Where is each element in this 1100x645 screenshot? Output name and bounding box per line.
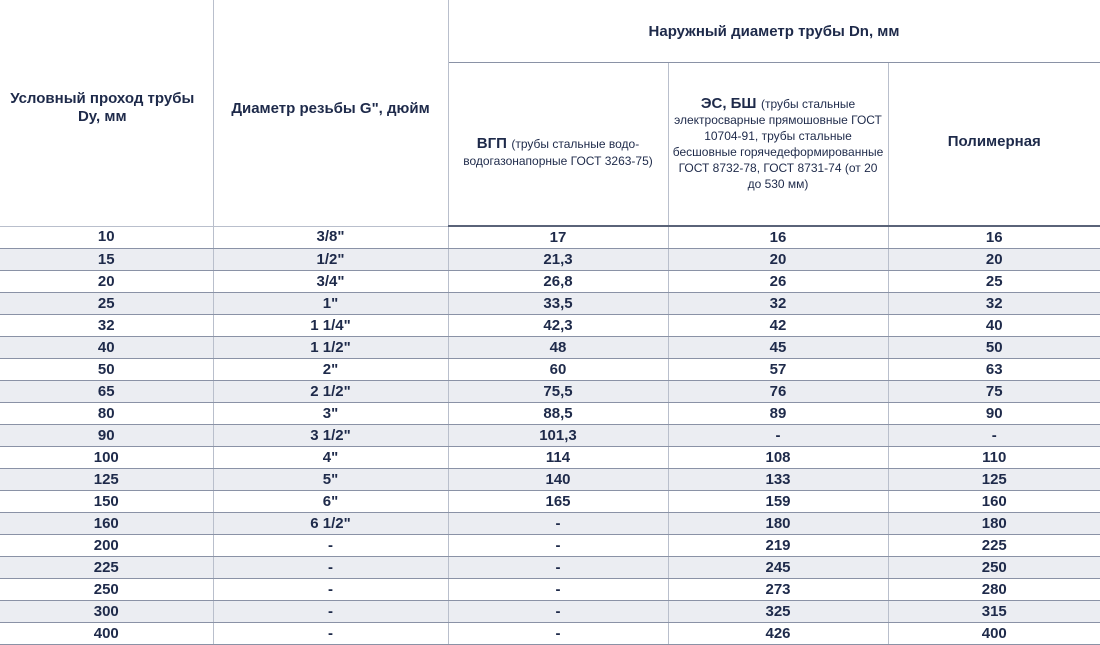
cell-vgp-diameter: - [448,557,668,579]
cell-polymer-diameter: 400 [888,623,1100,645]
cell-polymer-diameter: 25 [888,271,1100,293]
header-vgp [448,63,668,227]
header-thread-diameter [213,0,448,226]
cell-polymer-diameter: 63 [888,359,1100,381]
cell-vgp-diameter: 101,3 [448,425,668,447]
cell-thread-diameter: 3/4" [213,271,448,293]
table-row [0,469,1100,491]
cell-vgp-diameter: - [448,601,668,623]
cell-es-bsh-diameter: 245 [668,557,888,579]
cell-polymer-diameter: 32 [888,293,1100,315]
table-row [0,557,1100,579]
cell-vgp-diameter: 42,3 [448,315,668,337]
cell-thread-diameter: 6 1/2" [213,513,448,535]
cell-thread-diameter: 1 1/4" [213,315,448,337]
cell-polymer-diameter: - [888,425,1100,447]
cell-nominal-bore: 150 [0,491,213,513]
cell-es-bsh-diameter: 108 [668,447,888,469]
cell-es-bsh-diameter: 16 [668,226,888,249]
cell-polymer-diameter: 160 [888,491,1100,513]
table-row [0,359,1100,381]
table-row [0,293,1100,315]
cell-vgp-diameter: 60 [448,359,668,381]
cell-vgp-diameter: - [448,623,668,645]
cell-thread-diameter: 4" [213,447,448,469]
cell-vgp-diameter: 17 [448,226,668,249]
cell-thread-diameter: - [213,535,448,557]
table-row [0,315,1100,337]
cell-vgp-diameter: - [448,513,668,535]
table-row [0,271,1100,293]
cell-es-bsh-diameter: 26 [668,271,888,293]
cell-polymer-diameter: 250 [888,557,1100,579]
cell-vgp-diameter: 165 [448,491,668,513]
header-thread-diameter-label: Диаметр резьбы G", дюйм [231,100,430,118]
cell-es-bsh-diameter: 133 [668,469,888,491]
cell-thread-diameter: 2" [213,359,448,381]
table-row [0,226,1100,249]
cell-nominal-bore: 250 [0,579,213,601]
cell-nominal-bore: 125 [0,469,213,491]
cell-polymer-diameter: 90 [888,403,1100,425]
cell-thread-diameter: 1/2" [213,249,448,271]
cell-vgp-diameter: 114 [448,447,668,469]
cell-thread-diameter: - [213,601,448,623]
table-row [0,535,1100,557]
header-es-bsh-note: (трубы стальные электросварные прямошовные ГОСТ 10704-91, трубы стальные бесшовные горячедеформированные ГОСТ 8732-78, ГОСТ 8731-74 (от 20 до 530 мм) [672,97,884,191]
table-row [0,623,1100,645]
cell-es-bsh-diameter: 89 [668,403,888,425]
cell-polymer-diameter: 225 [888,535,1100,557]
cell-nominal-bore: 300 [0,601,213,623]
table-row [0,491,1100,513]
cell-thread-diameter: 2 1/2" [213,381,448,403]
cell-es-bsh-diameter: 42 [668,315,888,337]
cell-es-bsh-diameter: 57 [668,359,888,381]
table-row [0,601,1100,623]
cell-polymer-diameter: 180 [888,513,1100,535]
cell-es-bsh-diameter: 20 [668,249,888,271]
cell-vgp-diameter: 88,5 [448,403,668,425]
cell-polymer-diameter: 110 [888,447,1100,469]
table-row [0,249,1100,271]
cell-es-bsh-diameter: 159 [668,491,888,513]
cell-es-bsh-diameter: 219 [668,535,888,557]
cell-polymer-diameter: 280 [888,579,1100,601]
cell-thread-diameter: 1" [213,293,448,315]
cell-es-bsh-diameter: 180 [668,513,888,535]
table-body [0,226,1100,645]
cell-nominal-bore: 40 [0,337,213,359]
cell-vgp-diameter: 75,5 [448,381,668,403]
cell-es-bsh-diameter: - [668,425,888,447]
header-vgp-title: ВГП [476,135,507,152]
header-outer-diameter-label: Наружный диаметр трубы Dn, мм [648,22,900,40]
header-es-bsh-title: ЭС, БШ [700,95,757,112]
header-vgp-note: (трубы стальные водо-водогазонапорные ГОСТ 3263-75) [463,137,653,168]
table-row [0,425,1100,447]
cell-thread-diameter: - [213,557,448,579]
cell-nominal-bore: 65 [0,381,213,403]
cell-thread-diameter: 3/8" [213,226,448,249]
table-row [0,513,1100,535]
header-polymer-label: Полимерная [947,132,1041,150]
header-outer-diameter-group [448,0,1100,63]
header-es-bsh [668,63,888,227]
cell-vgp-diameter: - [448,535,668,557]
cell-es-bsh-diameter: 45 [668,337,888,359]
cell-thread-diameter: 5" [213,469,448,491]
cell-es-bsh-diameter: 426 [668,623,888,645]
cell-vgp-diameter: 33,5 [448,293,668,315]
cell-thread-diameter: - [213,579,448,601]
cell-polymer-diameter: 40 [888,315,1100,337]
table-row [0,337,1100,359]
cell-polymer-diameter: 75 [888,381,1100,403]
header-nominal-bore-label: Условный проход трубы Dy, мм [10,89,195,125]
cell-nominal-bore: 50 [0,359,213,381]
cell-polymer-diameter: 315 [888,601,1100,623]
cell-nominal-bore: 90 [0,425,213,447]
cell-thread-diameter: 3" [213,403,448,425]
cell-thread-diameter: - [213,623,448,645]
cell-nominal-bore: 20 [0,271,213,293]
cell-es-bsh-diameter: 325 [668,601,888,623]
cell-thread-diameter: 6" [213,491,448,513]
cell-es-bsh-diameter: 273 [668,579,888,601]
cell-nominal-bore: 80 [0,403,213,425]
cell-vgp-diameter: - [448,579,668,601]
cell-nominal-bore: 25 [0,293,213,315]
cell-vgp-diameter: 21,3 [448,249,668,271]
table-row [0,403,1100,425]
header-nominal-bore [0,0,213,226]
cell-nominal-bore: 160 [0,513,213,535]
cell-thread-diameter: 1 1/2" [213,337,448,359]
cell-polymer-diameter: 20 [888,249,1100,271]
cell-es-bsh-diameter: 32 [668,293,888,315]
cell-polymer-diameter: 125 [888,469,1100,491]
cell-vgp-diameter: 140 [448,469,668,491]
cell-nominal-bore: 225 [0,557,213,579]
cell-nominal-bore: 10 [0,226,213,249]
table-row [0,579,1100,601]
cell-es-bsh-diameter: 76 [668,381,888,403]
header-polymer [888,63,1100,227]
cell-polymer-diameter: 50 [888,337,1100,359]
cell-polymer-diameter: 16 [888,226,1100,249]
cell-nominal-bore: 15 [0,249,213,271]
cell-nominal-bore: 100 [0,447,213,469]
table-header [0,0,1100,226]
cell-vgp-diameter: 48 [448,337,668,359]
table-row [0,447,1100,469]
cell-nominal-bore: 32 [0,315,213,337]
cell-nominal-bore: 200 [0,535,213,557]
table-row [0,381,1100,403]
cell-nominal-bore: 400 [0,623,213,645]
cell-thread-diameter: 3 1/2" [213,425,448,447]
cell-vgp-diameter: 26,8 [448,271,668,293]
